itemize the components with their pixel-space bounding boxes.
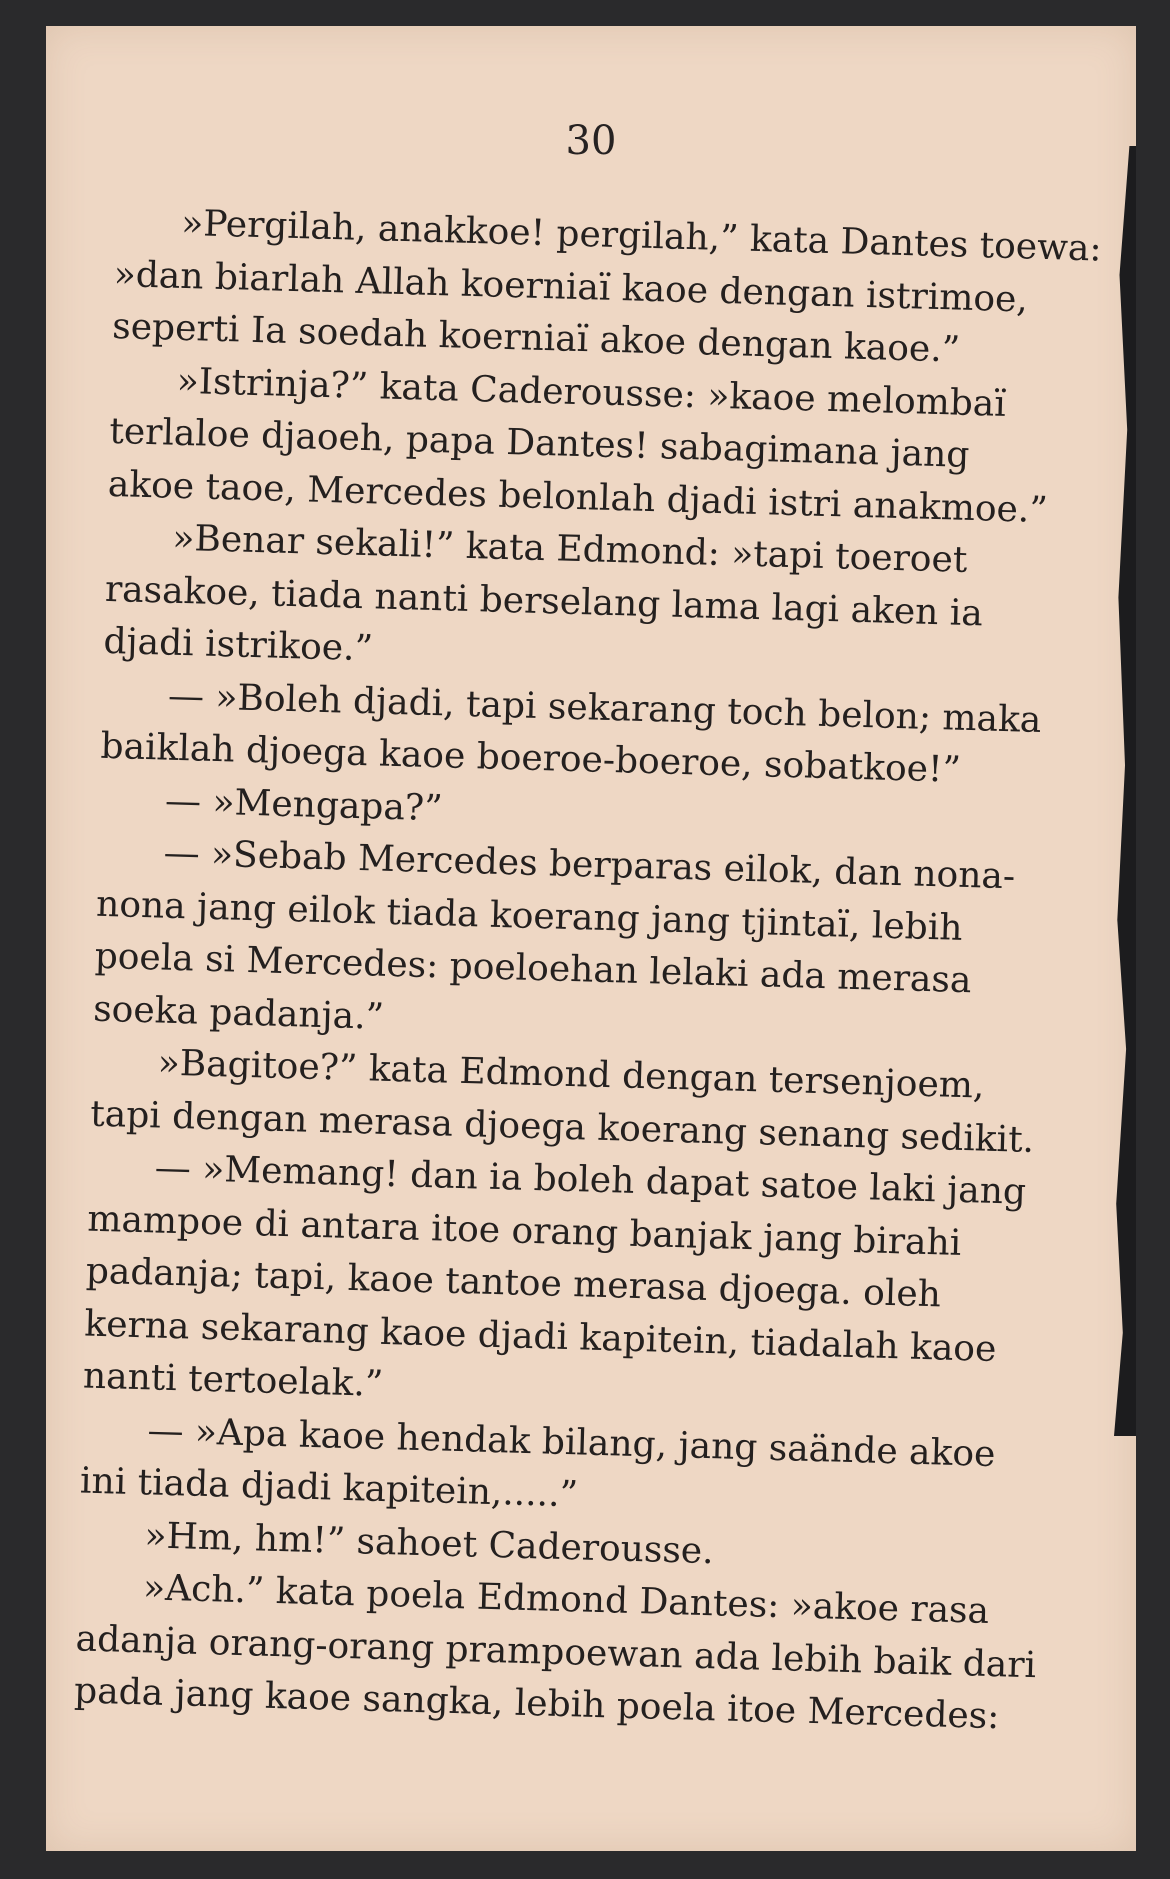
book-page <box>46 26 1136 1851</box>
text-line: rasakoe, tiada nanti berselang lama lagi aken ia <box>104 568 984 634</box>
text-line: nanti tertoelak.” <box>82 1355 384 1405</box>
text-line: — »Sebab Mercedes berparas eilok, dan nona- <box>163 832 1016 898</box>
text-line: »dan biarlah Allah koerniaï kaoe dengan istrimoe, <box>113 253 1029 320</box>
text-line: — »Memang! dan ia boleh dapat satoe laki jang <box>154 1147 1027 1213</box>
text-line: seperti Ia soedah koerniaï akoe dengan kaoe.” <box>111 305 961 371</box>
text-line: — »Mengapa?” <box>164 780 444 829</box>
text-line: djadi istrikoe.” <box>102 620 374 670</box>
text-line: »Pergilah, anakkoe! pergilah,” kata Dantes toewa: <box>180 202 1103 270</box>
torn-page-edge <box>1114 146 1136 1436</box>
text-line: »Istrinja?” kata Caderousse: »kaoe melombaï <box>176 360 1007 425</box>
text-line: baiklah djoega kaoe boeroe-boeroe, sobatkoe!” <box>100 725 962 791</box>
body-text <box>73 196 1115 1746</box>
text-line: nona jang eilok tiada koerang jang tjintaï, lebih <box>95 883 964 949</box>
text-line: »Benar sekali!” kata Edmond: »tapi toeroet <box>171 517 968 581</box>
text-line: soeka padanja.” <box>92 988 385 1038</box>
text-line: ini tiada djadi kapitein,.....” <box>79 1460 579 1516</box>
text-line: »Ach.” kata poela Edmond Dantes: »akoe rasa <box>142 1567 990 1632</box>
text-line: — »Boleh djadi, tapi sekarang toch belon; maka <box>167 675 1042 741</box>
text-line: »Bagitoe?” kata Edmond dengan tersenjoem, <box>157 1042 985 1107</box>
text-line: pada jang kaoe sangka, lebih poela itoe Mercedes: <box>73 1670 1000 1738</box>
text-line: mampoe di antara itoe orang banjak jang birahi <box>86 1198 962 1264</box>
text-line: tapi dengan merasa djoega koerang senang sedikit. <box>89 1093 1035 1161</box>
page-number: 30 <box>565 118 617 164</box>
text-line: — »Apa kaoe hendak bilang, jang saände akoe <box>146 1409 996 1475</box>
text-line: terlaloe djaoeh, papa Dantes! sabagimana jang <box>108 410 970 476</box>
text-line: poela si Mercedes: poeloehan lelaki ada merasa <box>94 935 972 1002</box>
text-line: »Hm, hm!” sahoet Caderousse. <box>144 1514 715 1572</box>
text-line: akoe taoe, Mercedes belonlah djadi istri anakmoe.” <box>107 463 1049 531</box>
text-line: adanja orang-orang prampoewan ada lebih baik dari <box>75 1617 1037 1686</box>
text-line: padanja; tapi, kaoe tantoe merasa djoega. oleh <box>85 1250 942 1316</box>
text-line: kerna sekarang kaoe djadi kapitein, tiadalah kaoe <box>83 1303 997 1370</box>
